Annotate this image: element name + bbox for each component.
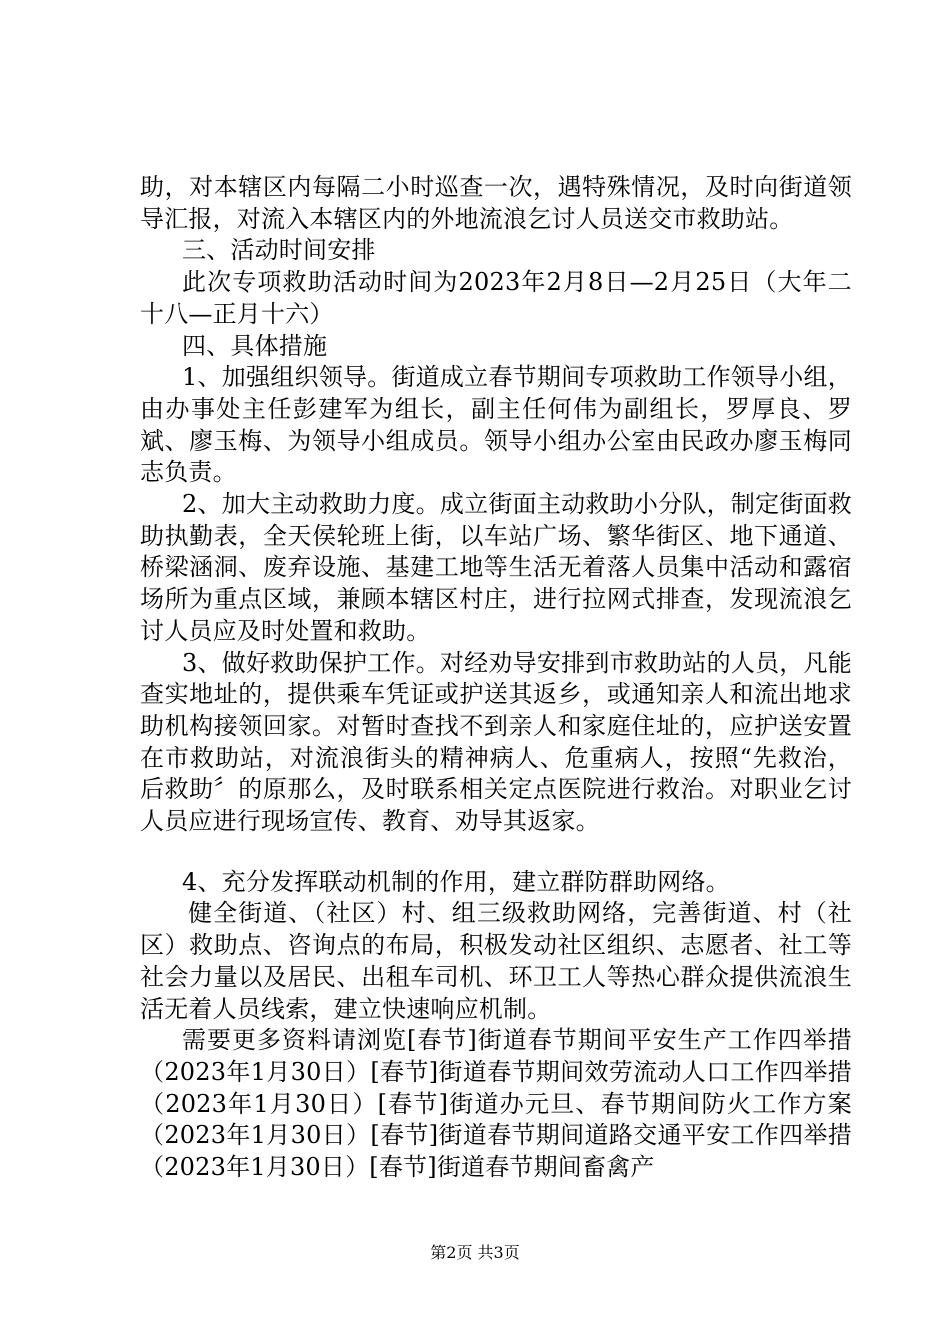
paragraph-schedule: 此次专项救助活动时间为2023年2月8日—2月25日（大年二十八—正月十六） xyxy=(140,268,852,328)
paragraph-measure-2: 2、加大主动救助力度。成立街面主动救助小分队，制定街面救助执勤表，全天侯轮班上街，以车站广场、繁华街区、地下通道、桥梁涵洞、废弃设施、基建工地等生活无着落人员集中活动和露宿场所为重点区域，兼顾本辖区村庄，进行拉网式排查，发现流浪乞讨人员应及时处置和救助。 xyxy=(140,490,852,645)
paragraph-measure-4-heading: 4、充分发挥联动机制的作用，建立群防群助网络。 xyxy=(182,867,730,896)
document-body xyxy=(140,172,852,1184)
section-heading-schedule: 三、活动时间安排 xyxy=(182,236,376,265)
paragraph-more-resources: 需要更多资料请浏览[春节]街道春节期间平安生产工作四举措（2023年1月30日）[春节]街道春节期间效劳流动人口工作四举措（2023年1月30日）[春节]街道办元旦、春节期间防火工作方案（2023年1月30日）[春节]街道春节期间道路交通平安工作四举措（2023年1月30日）[春节]街道春节期间畜禽产 xyxy=(140,1026,852,1182)
paragraph-measure-4-body: 健全街道、（社区）村、组三级救助网络，完善街道、村（社区）救助点、咨询点的布局，积极发动社区组织、志愿者、社工等社会力量以及居民、出租车司机、环卫工人等热心群众提供流浪生活无着人员线索，建立快速响应机制。 xyxy=(140,899,852,1023)
paragraph-measure-3: 3、做好救助保护工作。对经劝导安排到市救助站的人员，凡能查实地址的，提供乘车凭证或护送其返乡，或通知亲人和流出地求助机构接领回家。对暂时查找不到亲人和家庭住址的，应护送安置在市救助站，对流浪街头的精神病人、危重病人，按照“先救治，后救助〞的原那么，及时联系相关定点医院进行救治。对职业乞讨人员应进行现场宣传、教育、劝导其返家。 xyxy=(140,648,852,836)
paragraph-measure-1: 1、加强组织领导。街道成立春节期间专项救助工作领导小组，由办事处主任彭建军为组长，副主任何伟为副组长，罗厚良、罗斌、廖玉梅、为领导小组成员。领导小组办公室由民政办廖玉梅同志负责。 xyxy=(140,363,852,487)
paragraph-continuation: 助，对本辖区内每隔二小时巡查一次，遇特殊情况，及时向街道领导汇报，对流入本辖区内的外地流浪乞讨人员送交市救助站。 xyxy=(140,173,852,233)
page-number-footer: 第2页 共3页 xyxy=(430,1243,520,1262)
section-heading-measures: 四、具体措施 xyxy=(182,331,328,360)
paragraph-gap xyxy=(140,838,852,867)
